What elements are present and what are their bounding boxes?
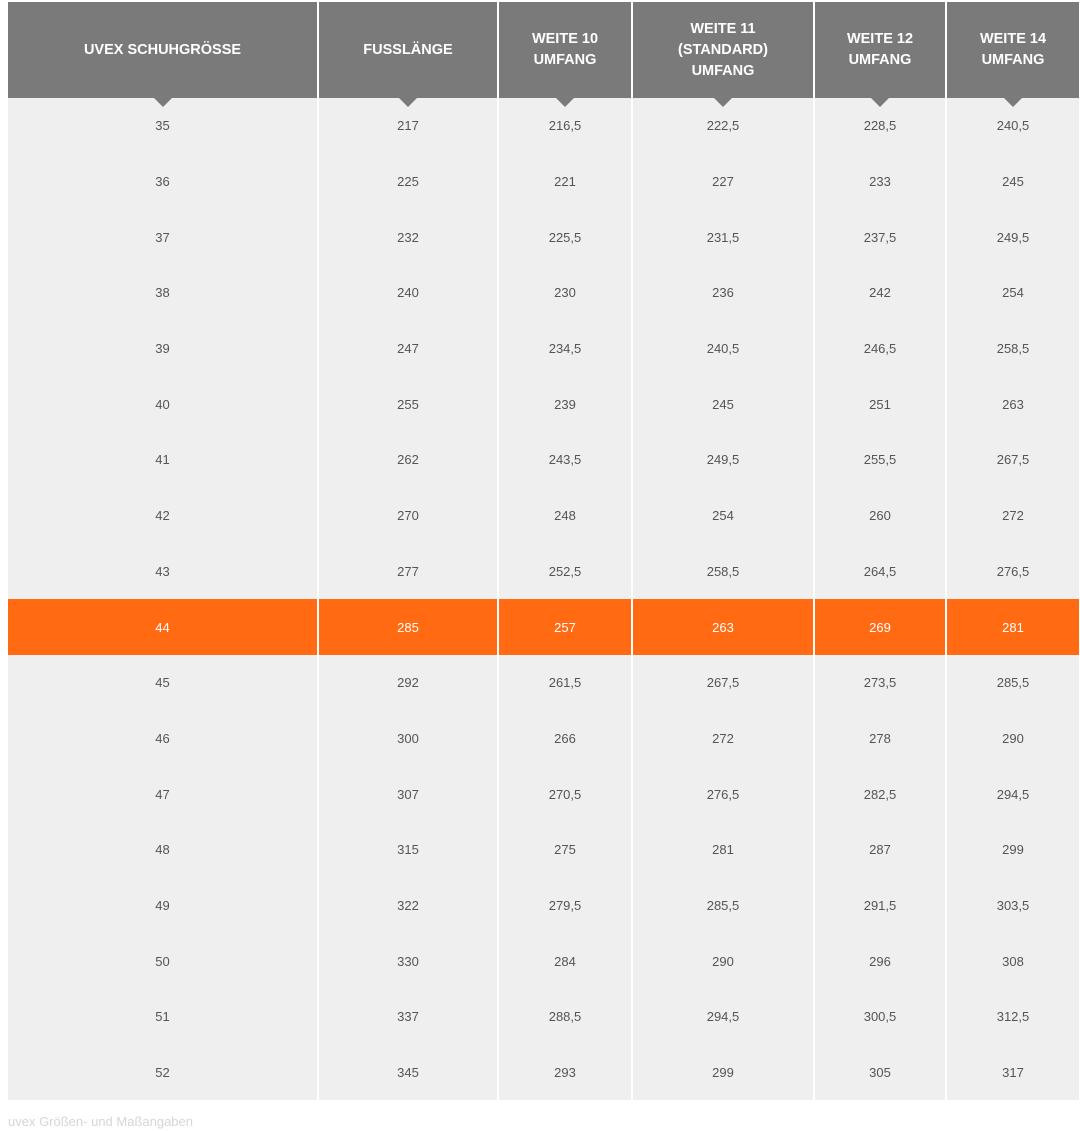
cell-width-11: 231,5 <box>633 209 815 265</box>
cell-shoe-size: 50 <box>8 933 319 989</box>
cell-shoe-size: 43 <box>8 544 319 600</box>
cell-width-12: 264,5 <box>815 544 947 600</box>
table-row <box>8 488 1079 544</box>
cell-width-14: 308 <box>947 933 1079 989</box>
cell-width-14: 240,5 <box>947 98 1079 154</box>
cell-shoe-size: 49 <box>8 878 319 934</box>
header-shoe-size <box>8 2 319 98</box>
cell-width-14: 299 <box>947 822 1079 878</box>
cell-foot-length: 307 <box>319 766 499 822</box>
cell-foot-length: 322 <box>319 878 499 934</box>
cell-foot-length: 330 <box>319 933 499 989</box>
cell-width-14: 267,5 <box>947 432 1079 488</box>
cell-shoe-size: 48 <box>8 822 319 878</box>
cell-shoe-size: 51 <box>8 989 319 1045</box>
table-row <box>8 544 1079 600</box>
cell-width-10: 293 <box>499 1045 633 1101</box>
cell-shoe-size: 45 <box>8 655 319 711</box>
cell-width-14: 254 <box>947 265 1079 321</box>
cell-shoe-size: 44 <box>8 599 319 655</box>
cell-foot-length: 277 <box>319 544 499 600</box>
header-width-10 <box>499 2 633 98</box>
cell-width-12: 233 <box>815 154 947 210</box>
header-label: FUSSLÄNGE <box>363 41 453 58</box>
cell-width-12: 246,5 <box>815 321 947 377</box>
cell-width-14: 312,5 <box>947 989 1079 1045</box>
cell-shoe-size: 47 <box>8 766 319 822</box>
cell-foot-length: 217 <box>319 98 499 154</box>
table-row <box>8 822 1079 878</box>
table-row <box>8 655 1079 711</box>
table-row <box>8 933 1079 989</box>
cell-width-12: 291,5 <box>815 878 947 934</box>
cell-width-11: 263 <box>633 599 815 655</box>
header-label: WEITE 12 UMFANG <box>846 31 914 68</box>
cell-foot-length: 262 <box>319 432 499 488</box>
cell-width-12: 255,5 <box>815 432 947 488</box>
cell-width-12: 260 <box>815 488 947 544</box>
cell-width-10: 216,5 <box>499 98 633 154</box>
cell-width-11: 222,5 <box>633 98 815 154</box>
header-label: UVEX SCHUHGRÖSSE <box>83 41 242 58</box>
cell-shoe-size: 37 <box>8 209 319 265</box>
table-row-highlighted <box>8 599 1079 655</box>
header-width-14 <box>947 2 1079 98</box>
cell-width-12: 287 <box>815 822 947 878</box>
table-row <box>8 989 1079 1045</box>
cell-width-14: 285,5 <box>947 655 1079 711</box>
cell-shoe-size: 35 <box>8 98 319 154</box>
header-pointer <box>154 98 172 107</box>
cell-width-12: 269 <box>815 599 947 655</box>
cell-width-11: 272 <box>633 711 815 767</box>
cell-shoe-size: 39 <box>8 321 319 377</box>
cell-width-11: 227 <box>633 154 815 210</box>
cell-width-14: 290 <box>947 711 1079 767</box>
cell-width-14: 303,5 <box>947 878 1079 934</box>
table-row <box>8 878 1079 934</box>
cell-width-14: 281 <box>947 599 1079 655</box>
cell-width-10: 275 <box>499 822 633 878</box>
header-foot-length <box>319 2 499 98</box>
cell-width-11: 254 <box>633 488 815 544</box>
cell-width-14: 317 <box>947 1045 1079 1101</box>
cell-width-11: 290 <box>633 933 815 989</box>
cell-foot-length: 240 <box>319 265 499 321</box>
cell-width-11: 249,5 <box>633 432 815 488</box>
cell-foot-length: 300 <box>319 711 499 767</box>
cell-width-12: 282,5 <box>815 766 947 822</box>
header-pointer <box>714 98 732 107</box>
cell-width-10: 230 <box>499 265 633 321</box>
table-row <box>8 432 1079 488</box>
header-width-12 <box>815 2 947 98</box>
cell-width-14: 294,5 <box>947 766 1079 822</box>
size-table <box>8 2 1079 1100</box>
cell-width-11: 281 <box>633 822 815 878</box>
cell-width-11: 245 <box>633 376 815 432</box>
cell-width-11: 240,5 <box>633 321 815 377</box>
cell-width-14: 258,5 <box>947 321 1079 377</box>
cell-width-14: 249,5 <box>947 209 1079 265</box>
cell-width-10: 243,5 <box>499 432 633 488</box>
cell-shoe-size: 40 <box>8 376 319 432</box>
cell-foot-length: 315 <box>319 822 499 878</box>
cell-width-11: 258,5 <box>633 544 815 600</box>
table-row <box>8 1045 1079 1101</box>
cell-width-12: 251 <box>815 376 947 432</box>
cell-width-11: 236 <box>633 265 815 321</box>
table-row <box>8 265 1079 321</box>
cell-width-10: 288,5 <box>499 989 633 1045</box>
cell-foot-length: 337 <box>319 989 499 1045</box>
cell-width-12: 300,5 <box>815 989 947 1045</box>
cell-width-11: 299 <box>633 1045 815 1101</box>
cell-width-12: 278 <box>815 711 947 767</box>
cell-width-12: 273,5 <box>815 655 947 711</box>
cell-width-10: 239 <box>499 376 633 432</box>
cell-width-14: 272 <box>947 488 1079 544</box>
cell-width-12: 228,5 <box>815 98 947 154</box>
header-label: WEITE 14 UMFANG <box>979 31 1047 68</box>
cell-width-14: 245 <box>947 154 1079 210</box>
cell-foot-length: 292 <box>319 655 499 711</box>
header-label: WEITE 10 UMFANG <box>531 31 599 68</box>
cell-width-12: 237,5 <box>815 209 947 265</box>
cell-shoe-size: 42 <box>8 488 319 544</box>
header-pointer <box>399 98 417 107</box>
cell-width-10: 279,5 <box>499 878 633 934</box>
table-row <box>8 154 1079 210</box>
cell-shoe-size: 52 <box>8 1045 319 1101</box>
header-label: WEITE 11 (STANDARD) UMFANG <box>678 20 768 79</box>
cell-foot-length: 247 <box>319 321 499 377</box>
header-pointer <box>871 98 889 107</box>
table-row <box>8 711 1079 767</box>
table-row <box>8 321 1079 377</box>
cell-width-10: 225,5 <box>499 209 633 265</box>
table-header <box>8 2 1079 98</box>
cell-foot-length: 270 <box>319 488 499 544</box>
cell-width-11: 267,5 <box>633 655 815 711</box>
table-row <box>8 376 1079 432</box>
cell-foot-length: 285 <box>319 599 499 655</box>
cell-width-10: 266 <box>499 711 633 767</box>
cell-width-12: 296 <box>815 933 947 989</box>
table-body <box>8 98 1079 1100</box>
cell-width-10: 221 <box>499 154 633 210</box>
cell-shoe-size: 46 <box>8 711 319 767</box>
cell-width-10: 248 <box>499 488 633 544</box>
cell-width-12: 242 <box>815 265 947 321</box>
cell-width-11: 294,5 <box>633 989 815 1045</box>
cell-width-14: 263 <box>947 376 1079 432</box>
cell-width-10: 270,5 <box>499 766 633 822</box>
cell-width-10: 252,5 <box>499 544 633 600</box>
header-width-11 <box>633 2 815 98</box>
cell-width-11: 285,5 <box>633 878 815 934</box>
cell-width-10: 234,5 <box>499 321 633 377</box>
cell-width-10: 261,5 <box>499 655 633 711</box>
cell-width-10: 257 <box>499 599 633 655</box>
cell-foot-length: 255 <box>319 376 499 432</box>
header-pointer <box>556 98 574 107</box>
cell-width-14: 276,5 <box>947 544 1079 600</box>
table-row <box>8 209 1079 265</box>
cell-width-12: 305 <box>815 1045 947 1101</box>
cell-foot-length: 345 <box>319 1045 499 1101</box>
cell-width-11: 276,5 <box>633 766 815 822</box>
header-pointer <box>1004 98 1022 107</box>
cell-shoe-size: 41 <box>8 432 319 488</box>
cell-width-10: 284 <box>499 933 633 989</box>
cell-foot-length: 225 <box>319 154 499 210</box>
footer-caption: uvex Größen- und Maßangaben <box>8 1114 193 1129</box>
cell-foot-length: 232 <box>319 209 499 265</box>
cell-shoe-size: 38 <box>8 265 319 321</box>
cell-shoe-size: 36 <box>8 154 319 210</box>
table-row <box>8 766 1079 822</box>
